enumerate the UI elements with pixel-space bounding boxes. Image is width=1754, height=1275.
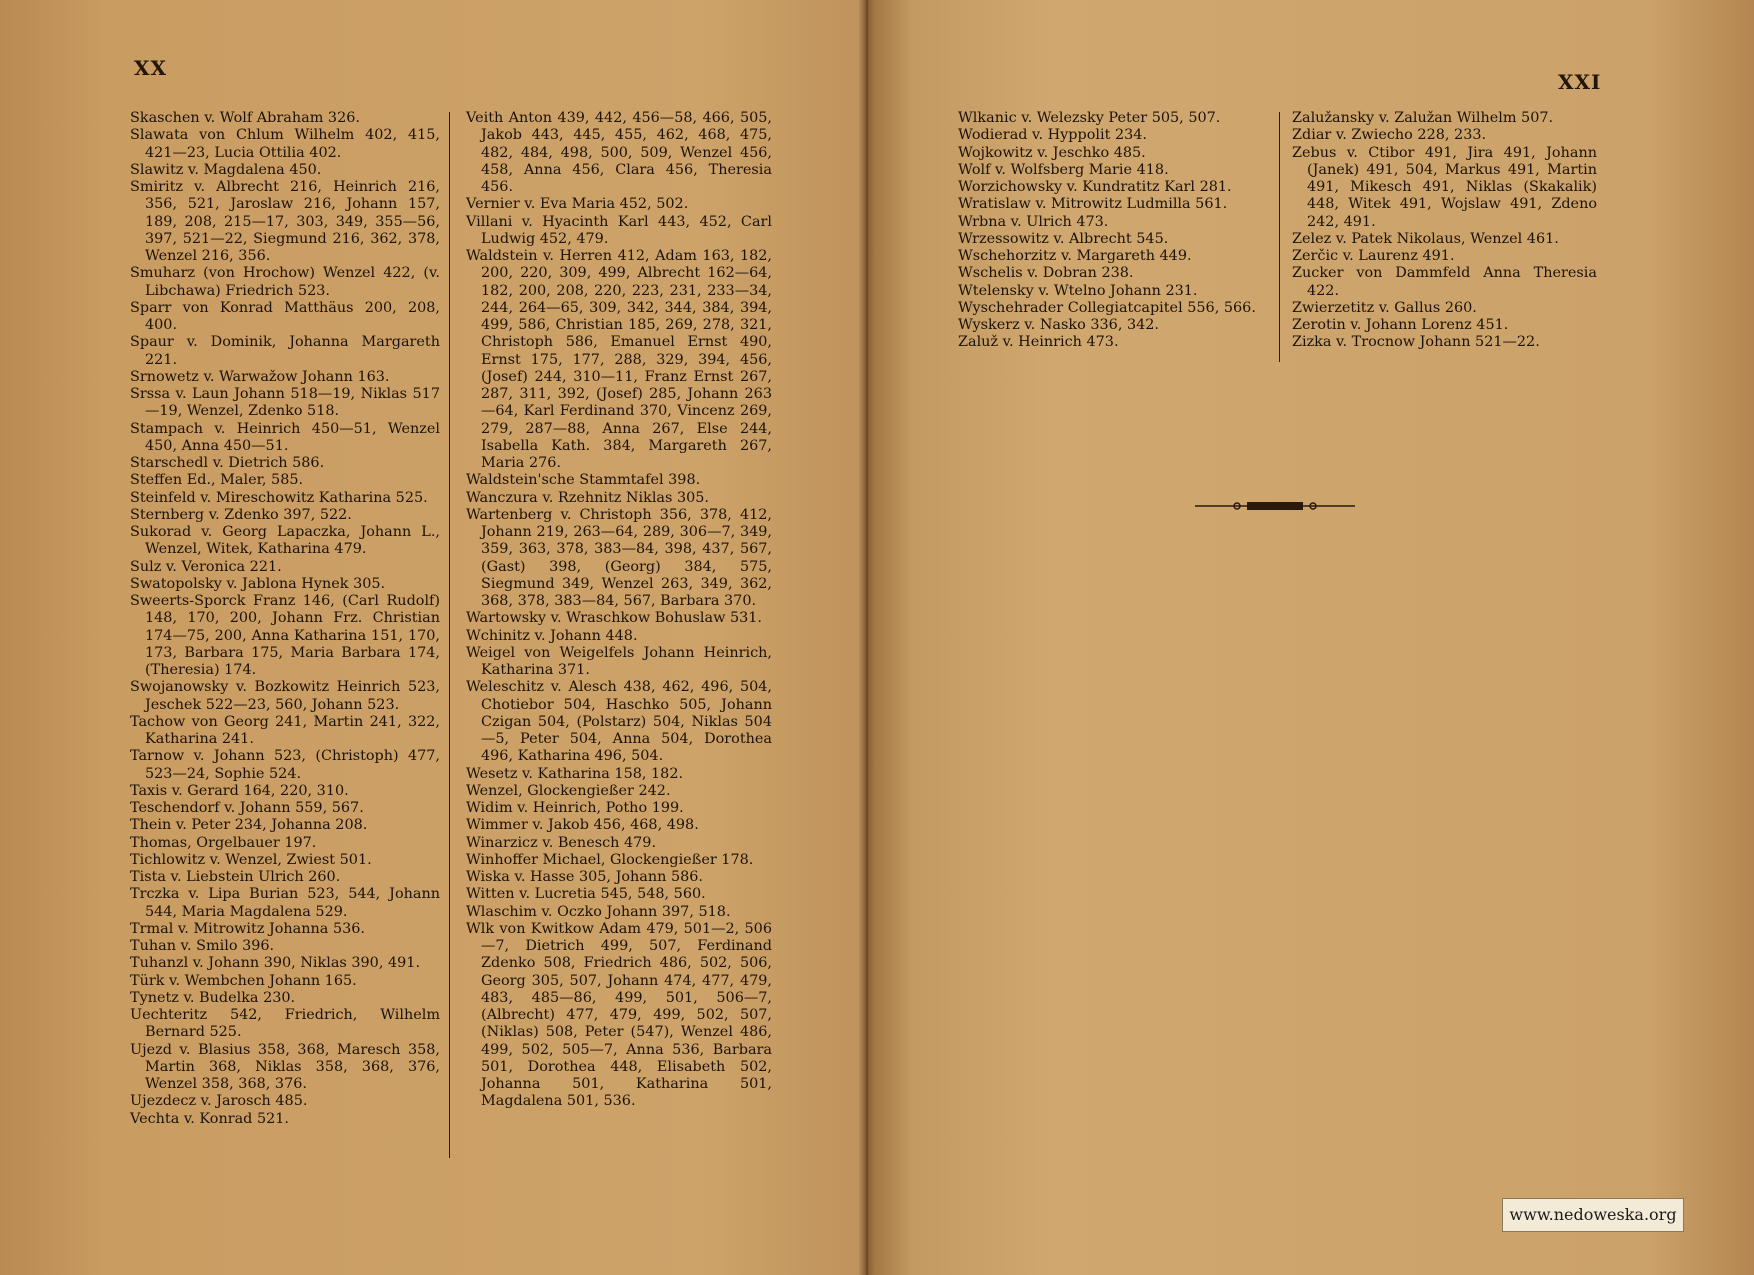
index-entry: Ujezdecz v. Jarosch 485. xyxy=(130,1093,308,1110)
index-entry: Waldstein'sche Stammtafel 398. xyxy=(466,472,701,489)
index-entry: Slawata von Chlum Wilhelm 402, 415, 421—23, Lucia Ottilia 402. xyxy=(130,127,440,161)
index-entry: Wesetz v. Katharina 158, 182. xyxy=(466,765,684,782)
column-rule xyxy=(449,112,450,1158)
index-entry: Wiska v. Hasse 305, Johann 586. xyxy=(466,869,704,885)
index-entry: Zucker von Dammfeld Anna Theresia 422. xyxy=(1292,265,1597,299)
index-entry: Türk v. Wembchen Johann 165. xyxy=(130,972,357,989)
index-entry: Wimmer v. Jakob 456, 468, 498. xyxy=(466,817,699,834)
index-entry: Wartowsky v. Wraschkow Bohuslaw 531. xyxy=(466,610,763,627)
index-entry: Srssa v. Laun Johann 518—19, Niklas 517—19, Wenzel, Zdenko 518. xyxy=(130,386,440,420)
index-entry: Wenzel, Glockengießer 242. xyxy=(466,782,671,799)
index-entry: Wlaschim v. Oczko Johann 397, 518. xyxy=(466,903,731,920)
index-entry: Tuhanzl v. Johann 390, Niklas 390, 491. xyxy=(130,955,421,972)
index-entry: Thein v. Peter 234, Johanna 208. xyxy=(130,817,368,834)
index-entry: Villani v. Hyacinth Karl 443, 452, Carl Ludwig 452, 479. xyxy=(466,213,772,247)
index-entry: Wodierad v. Hyppolit 234. xyxy=(958,127,1147,144)
index-entry: Winarzicz v. Benesch 479. xyxy=(466,834,657,851)
index-entry: Wlk von Kwitkow Adam 479, 501—2, 506—7, Dietrich 499, 507, Ferdinand Zdenko 508, Friedrich 486, 502, 506, Georg 305, 507, Johann 474, 477, 479, 483, 485—86, 499, 501, 506—7, (Albrecht) 477, 479, 499, 502, 507, (Niklas) 508, Peter (547), Wenzel 486, 499, 502, 505—7, Anna 536, Barbara 501, Dorothea 448, Elisabeth 502, Johanna 501, Katharina 501, Magdalena 501, 536. xyxy=(466,920,772,1110)
index-entry: Zelez v. Patek Nikolaus, Wenzel 461. xyxy=(1292,230,1559,247)
index-entry: Steffen Ed., Maler, 585. xyxy=(130,472,304,489)
index-column-3 xyxy=(958,110,1268,352)
left-page xyxy=(0,0,868,1275)
index-entry: Swojanowsky v. Bozkowitz Heinrich 523, Jeschek 522—23, 560, Johann 523. xyxy=(130,679,440,713)
index-entry: Sweerts-Sporck Franz 146, (Carl Rudolf) 148, 170, 200, Johann Frz. Christian 174—75, 200, Anna Katharina 151, 170, 173, Barbara 175, Maria Barbara 174, (Theresia) 174. xyxy=(130,593,440,678)
right-page xyxy=(870,0,1754,1275)
index-entry: Starschedl v. Dietrich 586. xyxy=(130,455,325,471)
index-entry: Wojkowitz v. Jeschko 485. xyxy=(958,144,1146,161)
index-entry: Thomas, Orgelbauer 197. xyxy=(130,834,317,851)
index-entry: Wanczura v. Rzehnitz Niklas 305. xyxy=(466,489,710,506)
index-entry: Uechteritz 542, Friedrich, Wilhelm Bernard 525. xyxy=(130,1007,440,1041)
index-entry: Zwierzetitz v. Gallus 260. xyxy=(1292,299,1477,316)
index-entry: Tista v. Liebstein Ulrich 260. xyxy=(130,869,341,885)
index-entry: Zerčic v. Laurenz 491. xyxy=(1292,248,1455,264)
page-number-right: XXI xyxy=(1558,70,1602,94)
index-entry: Weleschitz v. Alesch 438, 462, 496, 504, Chotiebor 504, Haschko 505, Johann Czigan 504, (Polstarz) 504, Niklas 504—5, Peter 504, Anna 504, Dorothea 496, Katharina 496, 504. xyxy=(466,679,772,765)
index-entry: Veith Anton 439, 442, 456—58, 466, 505, Jakob 443, 445, 455, 462, 468, 475, 482, 484, 498, 500, 509, Wenzel 456, 458, Anna 456, Clara 456, Theresia 456. xyxy=(466,110,772,195)
index-entry: Wchinitz v. Johann 448. xyxy=(466,627,638,644)
index-entry: Zdiar v. Zwiecho 228, 233. xyxy=(1292,127,1487,144)
index-entry: Tarnow v. Johann 523, (Christoph) 477, 523—24, Sophie 524. xyxy=(130,748,440,782)
index-entry: Tichlowitz v. Wenzel, Zwiest 501. xyxy=(130,851,372,868)
index-entry: Smuharz (von Hrochow) Wenzel 422, (v. Libchawa) Friedrich 523. xyxy=(130,265,440,299)
index-entry: Wrbna v. Ulrich 473. xyxy=(958,213,1109,230)
index-entry: Srnowetz v. Warwažow Johann 163. xyxy=(130,368,390,385)
index-column-1 xyxy=(130,110,440,1128)
index-entry: Smiritz v. Albrecht 216, Heinrich 216, 356, 521, Jaroslaw 216, Johann 157, 189, 208, 215—17, 303, 349, 355—56, 397, 521—22, Siegmund 216, 362, 378, Wenzel 216, 356. xyxy=(130,179,440,264)
index-entry: Ujezd v. Blasius 358, 368, Maresch 358, Martin 368, Niklas 358, 368, 376, Wenzel 358, 368, 376. xyxy=(130,1041,440,1092)
index-entry: Trmal v. Mitrowitz Johanna 536. xyxy=(130,920,365,937)
index-entry: Sulz v. Veronica 221. xyxy=(130,558,282,575)
index-entry: Teschendorf v. Johann 559, 567. xyxy=(130,800,364,816)
index-column-4 xyxy=(1292,110,1597,352)
index-entry: Wrzessowitz v. Albrecht 545. xyxy=(958,230,1169,247)
index-entry: Wolf v. Wolfsberg Marie 418. xyxy=(958,161,1169,178)
index-entry: Trczka v. Lipa Burian 523, 544, Johann 544, Maria Magdalena 529. xyxy=(130,886,440,920)
watermark: www.nedoweska.org xyxy=(1502,1198,1684,1232)
index-entry: Zerotin v. Johann Lorenz 451. xyxy=(1292,317,1509,333)
ornament-rule-icon xyxy=(1195,496,1355,516)
index-entry: Worzichowsky v. Kundratitz Karl 281. xyxy=(958,179,1232,195)
index-entry: Wtelensky v. Wtelno Johann 231. xyxy=(958,282,1198,299)
index-entry: Sternberg v. Zdenko 397, 522. xyxy=(130,506,352,523)
index-entry: Zalužansky v. Zalužan Wilhelm 507. xyxy=(1292,110,1554,126)
index-entry: Tachow von Georg 241, Martin 241, 322, Katharina 241. xyxy=(130,713,440,747)
index-entry: Tuhan v. Smilo 396. xyxy=(130,938,275,954)
index-entry: Vernier v. Eva Maria 452, 502. xyxy=(466,196,689,213)
index-entry: Waldstein v. Herren 412, Adam 163, 182, 200, 220, 309, 499, Albrecht 162—64, 182, 200, 208, 220, 223, 231, 233—34, 244, 264—65, 309, 342, 344, 384, 394, 499, 586, Christian 185, 269, 278, 321, Christoph 586, Emanuel Ernst 490, Ernst 175, 177, 288, 329, 394, 456, (Josef) 244, 310—11, Franz Ernst 267, 287, 311, 392, (Josef) 285, Johann 263—64, Karl Ferdinand 370, Vincenz 269, 279, 287—88, Anna 267, Else 244, Isabella Kath. 384, Margareth 267, Maria 276. xyxy=(466,248,772,471)
index-entry: Wyschehrader Collegiatcapitel 556, 566. xyxy=(958,299,1256,316)
index-entry: Sparr von Konrad Matthäus 200, 208, 400. xyxy=(130,299,440,333)
page-number-left: XX xyxy=(134,56,168,80)
index-entry: Wschehorzitz v. Margareth 449. xyxy=(958,248,1192,264)
index-entry: Skaschen v. Wolf Abraham 326. xyxy=(130,110,360,126)
index-entry: Weigel von Weigelfels Johann Heinrich, Katharina 371. xyxy=(466,644,772,678)
index-entry: Wlkanic v. Welezsky Peter 505, 507. xyxy=(958,110,1221,126)
index-entry: Zaluž v. Heinrich 473. xyxy=(958,334,1119,351)
index-entry: Stampach v. Heinrich 450—51, Wenzel 450, Anna 450—51. xyxy=(130,420,440,454)
index-entry: Sukorad v. Georg Lapaczka, Johann L., Wenzel, Witek, Katharina 479. xyxy=(130,524,440,558)
index-entry: Winhoffer Michael, Glockengießer 178. xyxy=(466,851,754,868)
index-entry: Witten v. Lucretia 545, 548, 560. xyxy=(466,886,706,903)
column-rule xyxy=(1279,112,1280,362)
index-entry: Zizka v. Trocnow Johann 521—22. xyxy=(1292,334,1540,351)
index-entry: Wratislaw v. Mitrowitz Ludmilla 561. xyxy=(958,196,1228,213)
index-entry: Wyskerz v. Nasko 336, 342. xyxy=(958,317,1160,333)
index-entry: Spaur v. Dominik, Johanna Margareth 221. xyxy=(130,334,440,368)
index-entry: Zebus v. Ctibor 491, Jira 491, Johann (Janek) 491, 504, Markus 491, Martin 491, Mikesch 491, Niklas (Skakalik) 448, Witek 491, Wojslaw 491, Zdeno 242, 491. xyxy=(1292,144,1597,230)
index-entry: Slawitz v. Magdalena 450. xyxy=(130,161,322,178)
index-entry: Vechta v. Konrad 521. xyxy=(130,1110,290,1127)
index-entry: Wschelis v. Dobran 238. xyxy=(958,265,1134,282)
index-entry: Widim v. Heinrich, Potho 199. xyxy=(466,800,684,816)
index-entry: Wartenberg v. Christoph 356, 378, 412, Johann 219, 263—64, 289, 306—7, 349, 359, 363, 378, 383—84, 398, 437, 567, (Gast) 398, (Georg) 384, 575, Siegmund 349, Wenzel 263, 349, 362, 368, 378, 383—84, 567, Barbara 370. xyxy=(466,506,772,609)
index-entry: Taxis v. Gerard 164, 220, 310. xyxy=(130,782,349,799)
index-entry: Steinfeld v. Mireschowitz Katharina 525. xyxy=(130,489,428,506)
index-column-2 xyxy=(466,110,772,1111)
index-entry: Tynetz v. Budelka 230. xyxy=(130,989,296,1006)
index-entry: Swatopolsky v. Jablona Hynek 305. xyxy=(130,575,386,592)
